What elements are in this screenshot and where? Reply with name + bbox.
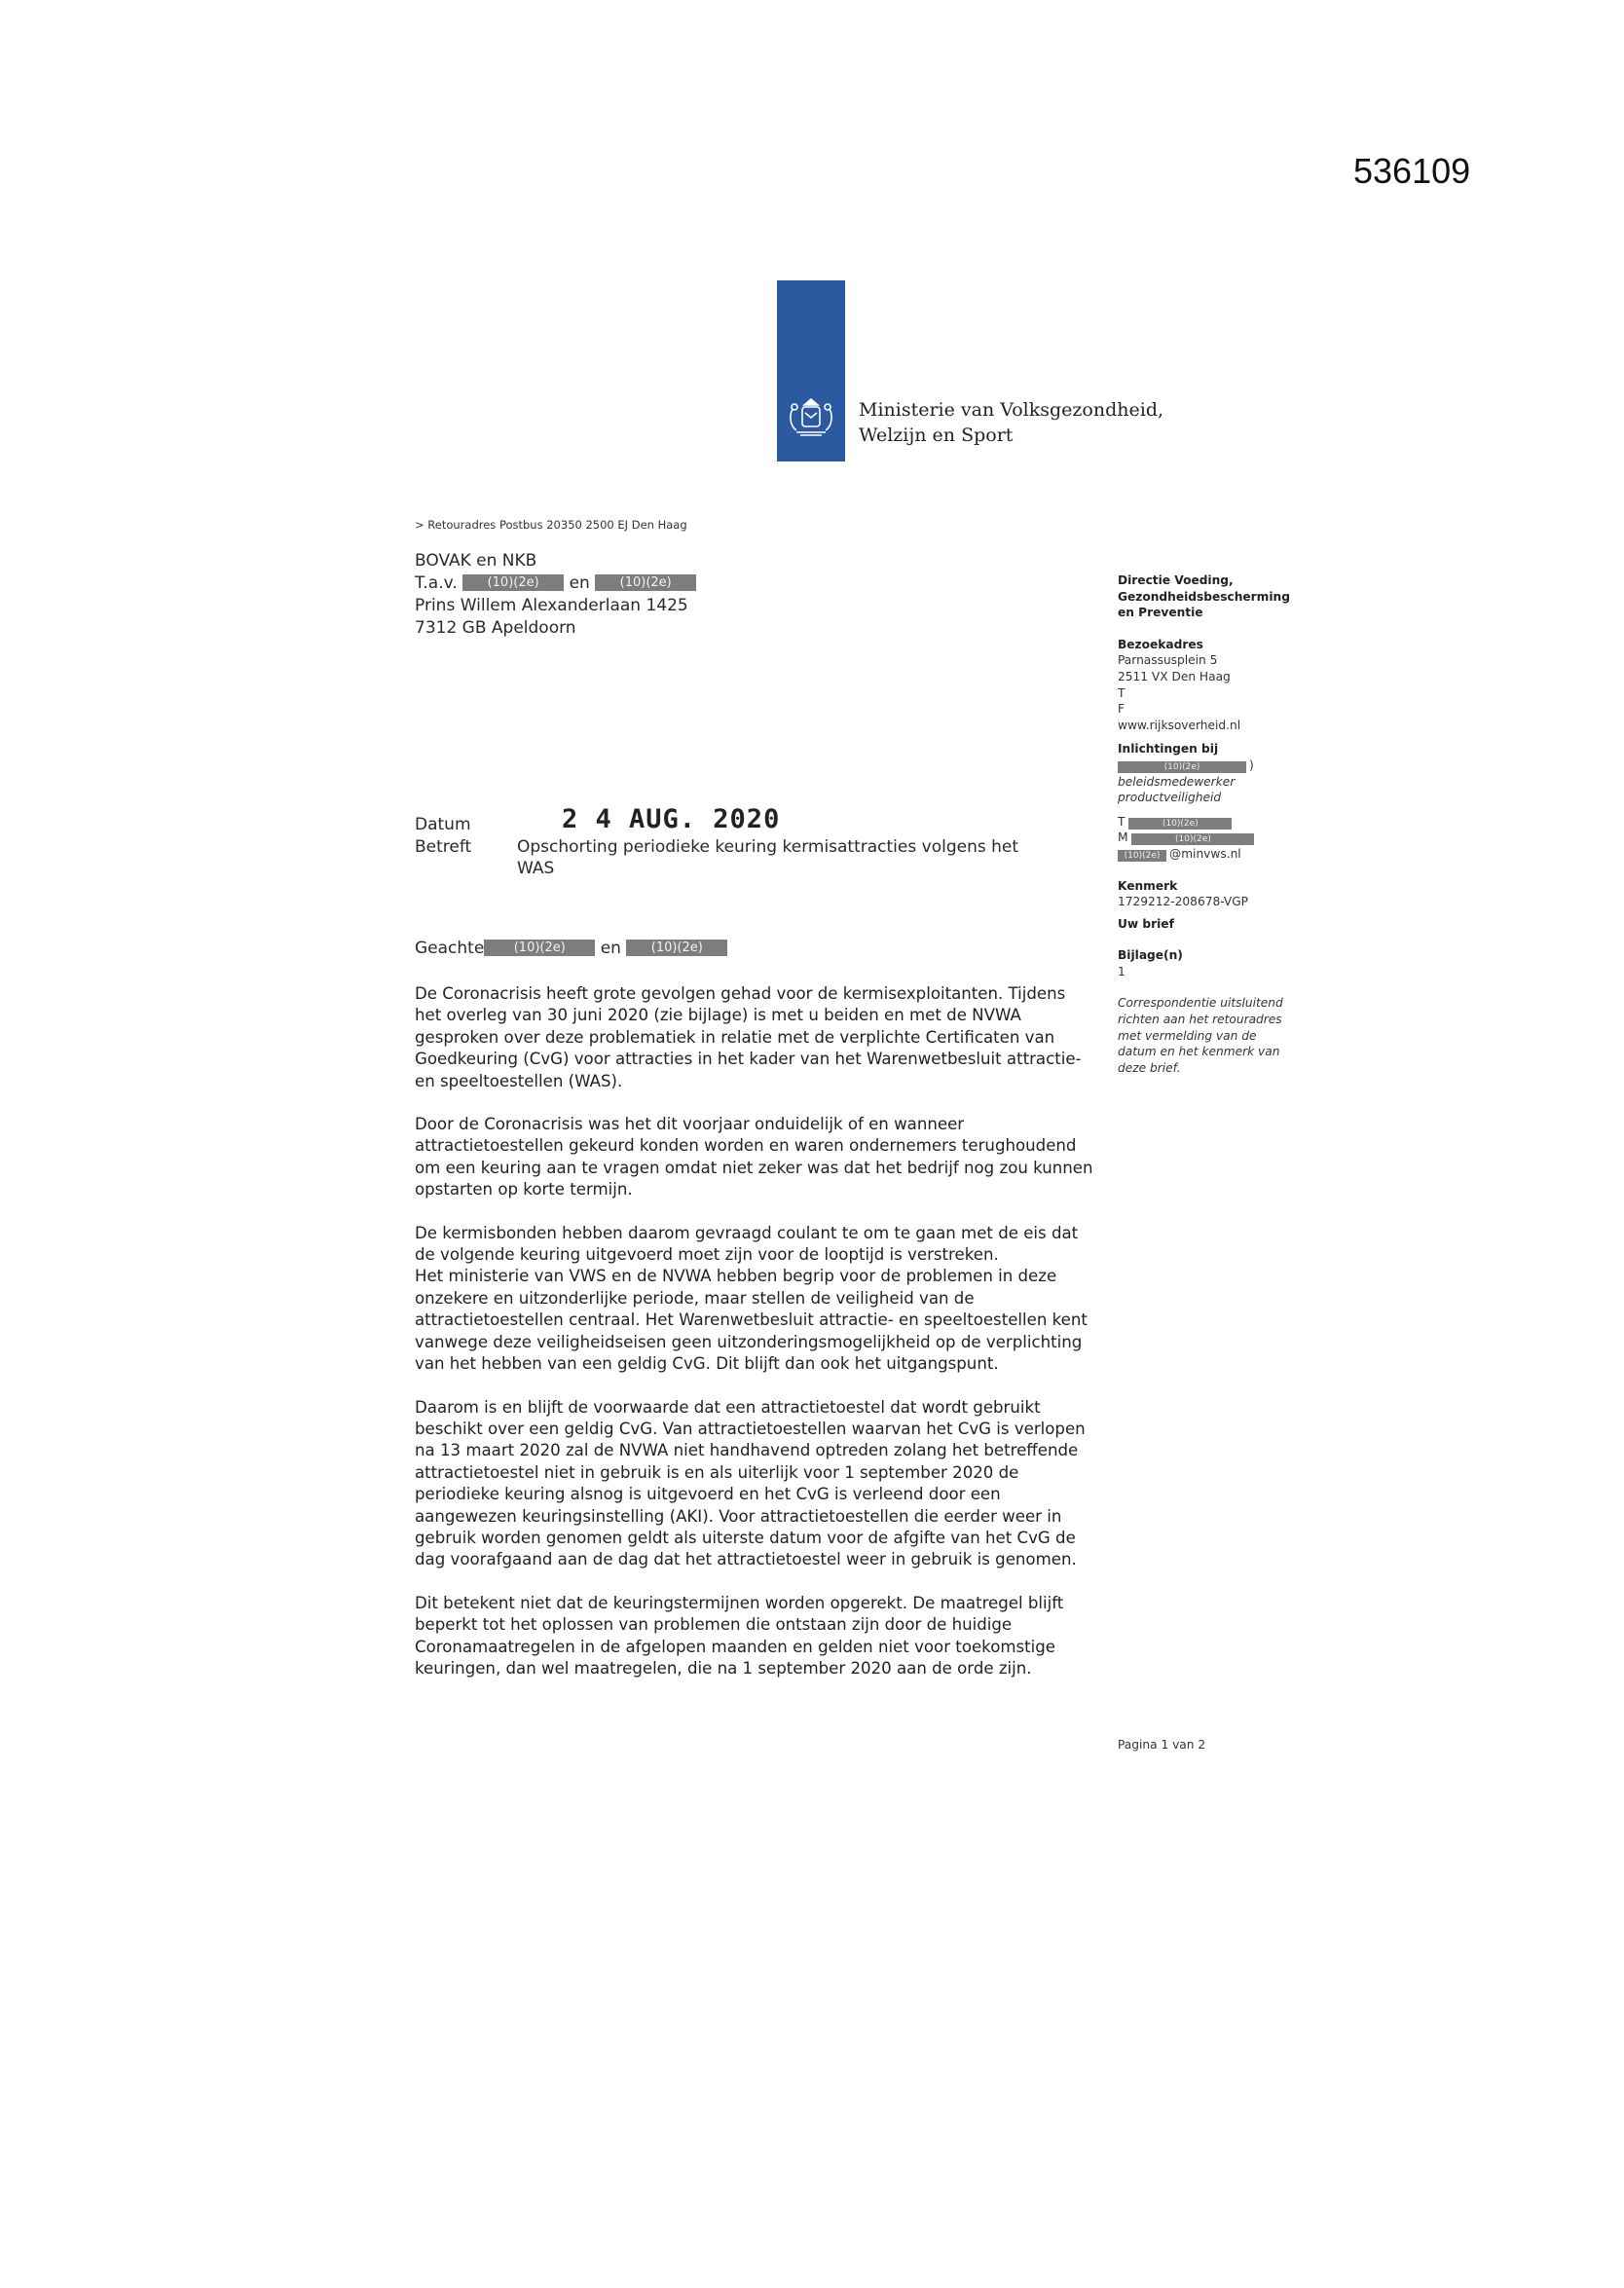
bezoekadres-label: Bezoekadres (1118, 637, 1203, 651)
tel-prefix: T (1118, 685, 1126, 700)
redaction-box: (10)(2e) (462, 574, 564, 591)
contact-t-prefix: T (1118, 814, 1126, 829)
ministry-line-2: Welzijn en Sport (859, 424, 1014, 446)
note-line-5: deze brief. (1118, 1060, 1181, 1075)
contact-mobile (1118, 830, 1312, 846)
return-address: > Retouradres Postbus 20350 2500 EJ Den Haag (415, 518, 687, 532)
directie-line-3: en Preventie (1118, 606, 1203, 620)
and-word: en (569, 573, 590, 593)
role-line-1: beleidsmedewerker (1118, 774, 1236, 789)
fax-prefix: F (1118, 702, 1126, 717)
bijlage-value: 1 (1118, 964, 1126, 978)
date-stamp: 2 4 AUG. 2020 (562, 804, 781, 834)
bezoekadres-line-1: Parnassusplein 5 (1118, 653, 1218, 668)
inlichtingen-name: (10)(2e) ) (1118, 757, 1312, 774)
page-number: Pagina 1 van 2 (1118, 1738, 1206, 1752)
telephone-line (1118, 685, 1312, 702)
ministry-line-1: Ministerie van Volksgezondheid, (859, 399, 1164, 421)
contact-m-prefix: M (1118, 830, 1128, 845)
document-number: 536109 (1353, 151, 1471, 191)
note-line-1: Correspondentie uitsluitend (1118, 996, 1283, 1011)
recipient-line-1: BOVAK en NKB (415, 551, 537, 571)
note-line-3: met vermelding van de (1118, 1028, 1257, 1043)
paragraph-4: Daarom is en blijft de voorwaarde dat een attractietoestel dat wordt gebruikt beschikt over een geldig CvG. Van attractietoestellen waarvan het CvG is verlopen na 13 maart 2020 zal de NVWA niet handhavend optreden zolang het betreffende attractietoestel niet in gebruik is en als uiterlijk voor 1 september 2020 de periodieke keuring alsnog is uitgevoerd en het CvG is verleend door een aangewezen keuringsinstelling (AKI). Voor attractietoestellen die eerder weer in gebruik worden genomen geldt als uiterste datum voor de afgifte van het CvG de dag voorafgaand aan de dag dat het attractietoestel weer in gebruik is genomen. (415, 1397, 1086, 1569)
recipient-tav-line (415, 572, 696, 595)
note-line-4: datum en het kenmerk van (1118, 1045, 1280, 1059)
subject-text: Opschorting periodieke keuring kermisattracties volgens het WAS (517, 837, 1018, 878)
bijlage-label: Bijlage(n) (1118, 948, 1183, 963)
paragraph-2: Door de Coronacrisis was het dit voorjaar onduidelijk of en wanneer attractietoestellen gekeurd konden worden en waren ondernemers terughoudend om een keuring aan te vragen omdat niet zeker was dat het bedrijf nog zou kunnen opstarten op korte termijn. (415, 1115, 1093, 1199)
email-suffix: @minvws.nl (1169, 846, 1241, 861)
redaction-box: (10)(2e) (1118, 850, 1166, 862)
sidebar-info (1118, 572, 1312, 1076)
greeting (415, 939, 727, 958)
paragraph-3b: Het ministerie van VWS en de NVWA hebben begrip voor de problemen in deze onzekere en uitzonderlijke periode, maar stellen de veiligheid van de attractietoestellen centraal. Het Warenwetbesluit attractie- en speeltoestellen kent vanwege deze veiligheidseisen geen uitzonderingsmogelijkheid op de verplichting van het hebben van een geldig CvG. Dit blijft dan ook het uitgangspunt. (415, 1267, 1088, 1374)
and-word: en (600, 939, 621, 958)
fax-line (1118, 701, 1312, 718)
recipient-address (415, 550, 696, 640)
redaction-box: (10)(2e) (595, 574, 696, 591)
greeting-prefix: Geachte (415, 939, 485, 958)
date-row (415, 814, 517, 835)
letter-body (415, 983, 1096, 1701)
redaction-box: (10)(2e) (1128, 818, 1232, 830)
kenmerk-value: 1729212-208678-VGP (1118, 895, 1249, 909)
kenmerk-label: Kenmerk (1118, 878, 1178, 893)
ministry-name (859, 397, 1163, 448)
date-label: Datum (415, 815, 471, 834)
recipient-street: Prins Willem Alexanderlaan 1425 (415, 596, 688, 615)
paragraph-3a: De kermisbonden hebben daarom gevraagd coulant te om te gaan met de eis dat de volgende keuring uitgevoerd moet zijn voor de looptijd is verstreken. (415, 1223, 1079, 1265)
website-link: www.rijksoverheid.nl (1118, 718, 1241, 732)
recipient-city: 7312 GB Apeldoorn (415, 618, 576, 638)
redaction-box: (10)(2e) (484, 940, 595, 956)
contact-phone (1118, 814, 1312, 830)
inlichtingen-label: Inlichtingen bij (1118, 742, 1219, 757)
note-line-2: richten aan het retouradres (1118, 1013, 1282, 1027)
redaction-box: (10)(2e) (1131, 833, 1254, 845)
directie-line-1: Directie Voeding, (1118, 573, 1234, 587)
bezoekadres-line-2: 2511 VX Den Haag (1118, 669, 1231, 683)
tav-label: T.a.v. (415, 573, 458, 593)
paragraph-1: De Coronacrisis heeft grote gevolgen gehad voor de kermisexploitanten. Tijdens het overleg van 30 juni 2020 (zie bijlage) is met u beiden en met de NVWA gesproken over deze problematiek in relatie met de verplichte Certificaten van Goedkeuring (CvG) voor attracties in het kader van het Warenwetbesluit attractie- en speeltoestellen (WAS). (415, 984, 1082, 1090)
directie-line-2: Gezondheidsbescherming (1118, 589, 1290, 604)
subject-label: Betreft (415, 837, 472, 857)
redaction-box: (10)(2e) (1118, 761, 1246, 773)
rijksoverheid-logo (777, 280, 845, 461)
subject-row (415, 836, 517, 858)
uw-brief-label: Uw brief (1118, 916, 1174, 931)
role-line-2: productveiligheid (1118, 791, 1222, 805)
redaction-box: (10)(2e) (626, 940, 727, 956)
crest-icon (783, 387, 839, 444)
contact-email (1118, 846, 1312, 863)
paragraph-5: Dit betekent niet dat de keuringstermijnen worden opgerekt. De maatregel blijft beperkt tot het oplossen van problemen die ontstaan zijn door de huidige Coronamaatregelen in de afgelopen maanden en gelden niet voor toekomstige keuringen, dan wel maatregelen, die na 1 september 2020 aan de orde zijn. (415, 1593, 1064, 1678)
